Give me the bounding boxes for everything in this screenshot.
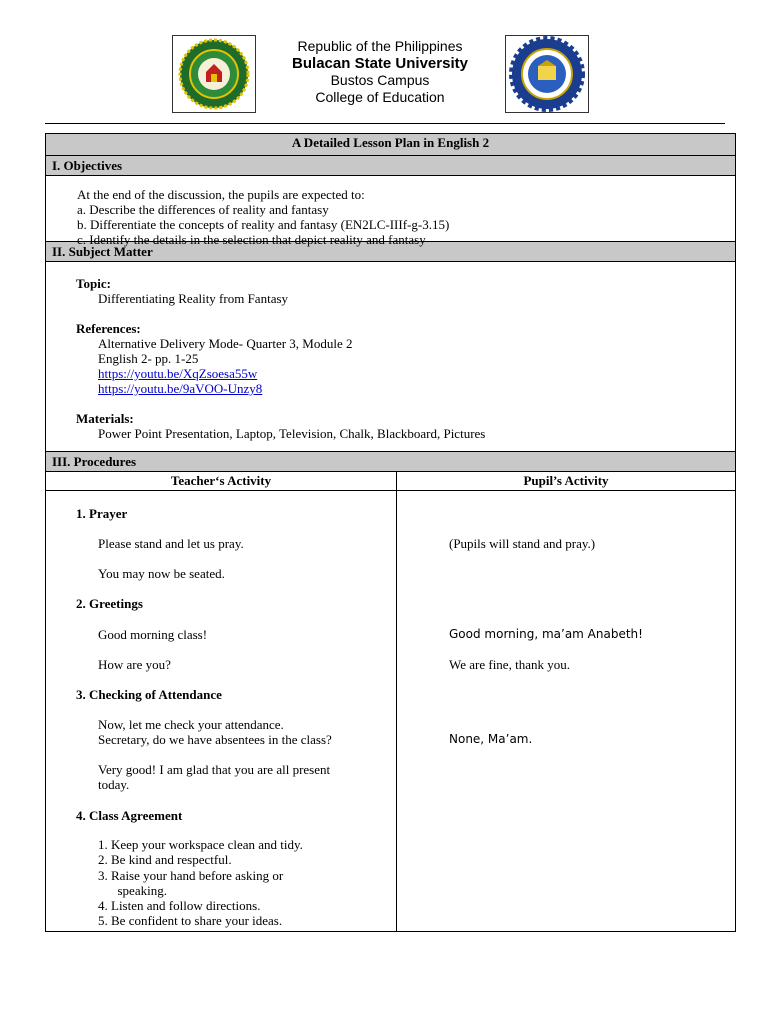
- topic-label: Topic:: [76, 276, 111, 291]
- procedures-body: [46, 491, 735, 932]
- teacher-activity-column: [46, 491, 397, 931]
- procedures-column-headers: [46, 472, 735, 491]
- university-name: Bulacan State University: [292, 55, 468, 72]
- teacher-line: Please stand and let us pray.: [98, 536, 244, 551]
- topic-value: Differentiating Reality from Fantasy: [98, 291, 289, 306]
- pupil-activity-header: Pupil’s Activity: [523, 473, 609, 488]
- teacher-activity-header: Teacher‘s Activity: [46, 472, 397, 490]
- step-title-attendance: 3. Checking of Attendance: [76, 687, 222, 702]
- teacher-line: Very good! I am glad that you are all present: [98, 762, 331, 777]
- materials-label: Materials:: [76, 411, 134, 426]
- materials-value: Power Point Presentation, Laptop, Television, Chalk, Blackboard, Pictures: [98, 426, 486, 441]
- header-rule: [45, 123, 725, 124]
- teacher-line: Now, let me check your attendance.: [98, 717, 284, 732]
- teacher-line: Good morning class!: [98, 627, 208, 642]
- country-line: Republic of the Philippines: [297, 38, 463, 54]
- step-title-prayer: 1. Prayer: [76, 506, 128, 521]
- subject-matter-section: [46, 262, 735, 452]
- pupil-line: (Pupils will stand and pray.): [449, 536, 596, 551]
- objectives-intro: At the end of the discussion, the pupils are expected to:: [77, 187, 365, 202]
- agreement-item: speaking.: [98, 883, 167, 898]
- pupil-activity-column: [397, 491, 735, 931]
- lesson-plan-title: A Detailed Lesson Plan in English 2: [46, 134, 735, 156]
- agreement-item: 2. Be kind and respectful.: [98, 852, 232, 867]
- objectives-section: [46, 176, 735, 247]
- teacher-line: You may now be seated.: [98, 566, 225, 581]
- letterhead-text: [260, 38, 500, 106]
- pupil-line: Good morning, ma’am Anabeth!: [449, 627, 643, 641]
- campus-name: Bustos Campus: [330, 72, 430, 88]
- agreement-item: 3. Raise your hand before asking or: [98, 868, 284, 883]
- agreement-item: 5. Be confident to share your ideas.: [98, 913, 283, 928]
- teacher-line: today.: [98, 777, 130, 792]
- teacher-line: Secretary, do we have absentees in the class?: [98, 732, 332, 747]
- lesson-plan-table: [45, 133, 736, 932]
- bulsu-seal-logo: [172, 35, 256, 113]
- objective-item: a. Describe the differences of reality and fantasy: [77, 202, 329, 217]
- objective-item: c. Identify the details in the selection that depict reality and fantasy: [77, 232, 426, 247]
- agreement-item: 1. Keep your workspace clean and tidy.: [98, 837, 303, 852]
- subject-matter-heading: II. Subject Matter: [46, 242, 735, 262]
- college-education-logo: [505, 35, 589, 113]
- objectives-list: [77, 202, 735, 247]
- step-title-greetings: 2. Greetings: [76, 596, 143, 611]
- reference-item: Alternative Delivery Mode- Quarter 3, Module 2: [98, 336, 353, 351]
- objectives-heading: I. Objectives: [46, 156, 735, 176]
- pupil-line: We are fine, thank you.: [449, 657, 570, 672]
- step-title-class-agreement: 4. Class Agreement: [76, 808, 183, 823]
- procedures-heading: III. Procedures: [46, 452, 735, 472]
- college-name: College of Education: [315, 89, 445, 105]
- reference-link[interactable]: https://youtu.be/9aVOO-Unzy8: [98, 381, 263, 396]
- references-label: References:: [76, 321, 141, 336]
- reference-item: English 2- pp. 1-25: [98, 351, 199, 366]
- letterhead: [0, 0, 768, 125]
- reference-link[interactable]: https://youtu.be/XqZsoesa55w: [98, 366, 258, 381]
- agreement-item: 4. Listen and follow directions.: [98, 898, 261, 913]
- objective-item: b. Differentiate the concepts of reality and fantasy (EN2LC-IIIf-g-3.15): [77, 217, 450, 232]
- pupil-line: None, Ma’am.: [449, 732, 533, 746]
- teacher-line: How are you?: [98, 657, 171, 672]
